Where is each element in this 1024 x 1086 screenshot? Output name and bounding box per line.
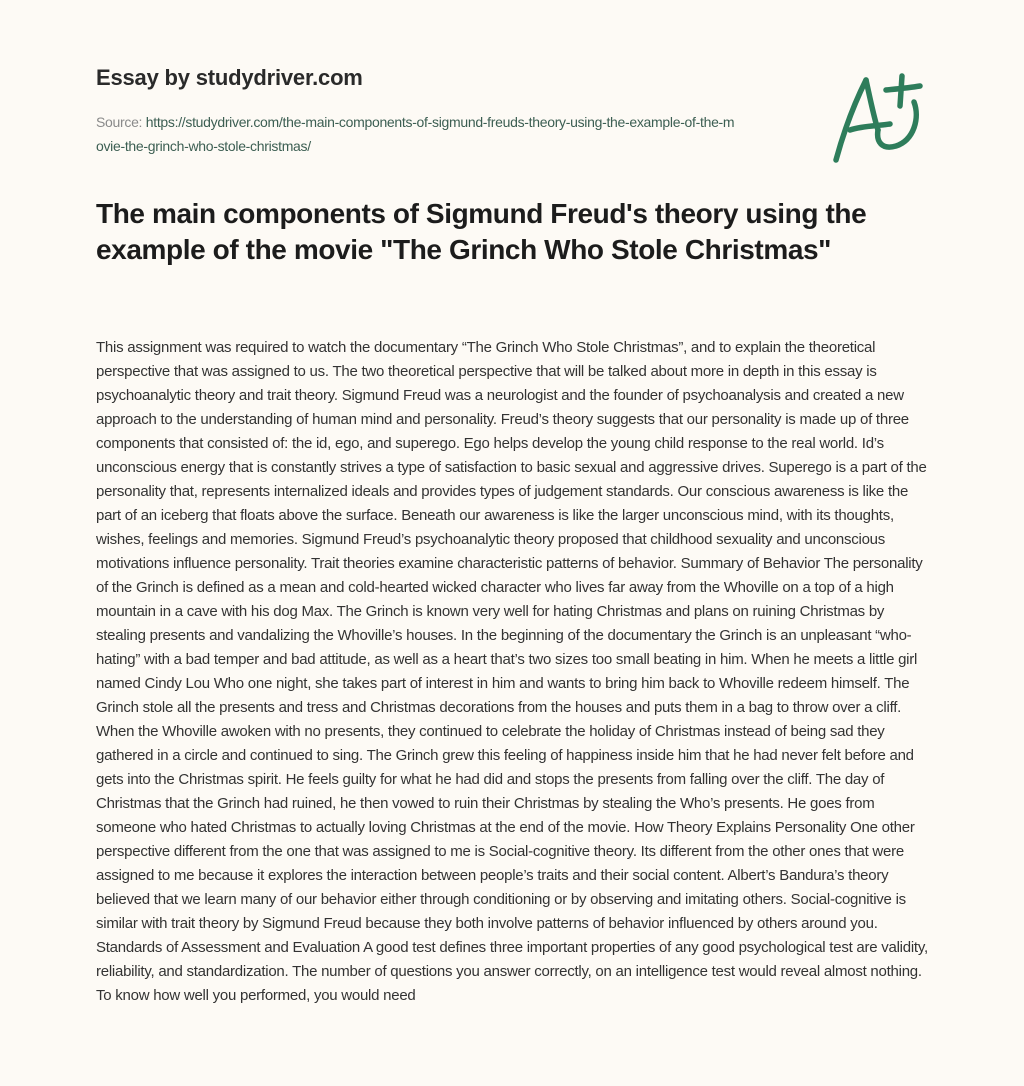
a-plus-grade-icon: [826, 68, 936, 164]
source-line: [96, 110, 736, 158]
site-title: Essay by studydriver.com: [96, 65, 363, 90]
source-label: Source:: [96, 114, 146, 130]
essay-title: The main components of Sigmund Freud's theory using the example of the movie "The Grinch Who Stole Christmas": [96, 198, 867, 265]
page-header: [96, 64, 796, 158]
source-link[interactable]: https://studydriver.com/the-main-components-of-sigmund-freuds-theory-using-the-example-of-the-movie-the-grinch-who-stole-christmas/: [96, 114, 735, 154]
essay-body: This assignment was required to watch the documentary “The Grinch Who Stole Christmas”, and to explain the theoretical perspective that was assigned to us. The two theoretical perspective that will be talked about more in depth in this essay is psychoanalytic theory and trait theory. Sigmund Freud was a neurologist and the founder of psychoanalysis and created a new approach to the understanding of human mind and personality. Freud’s theory suggests that our personality is made up of three components that consisted of: the id, ego, and superego. Ego helps develop the young child response to the real world. Id’s unconscious energy that is constantly strives a type of satisfaction to basic sexual and aggressive drives. Superego is a part of the personality that, represents internalized ideals and provides types of judgement standards. Our conscious awareness is like the part of an iceberg that floats above the surface. Beneath our awareness is like the larger unconscious mind, with its thoughts, wishes, feelings and memories. Sigmund Freud’s psychoanalytic theory proposed that childhood sexuality and unconscious motivations influence personality. Trait theories examine characteristic patterns of behavior. Summary of Behavior The personality of the Grinch is defined as a mean and cold-hearted wicked character who lives far away from the Whoville on a top of a high mountain in a cave with his dog Max. The Grinch is known very well for hating Christmas and plans on ruining Christmas by stealing presents and vandalizing the Whoville’s houses. In the beginning of the documentary the Grinch is an unpleasant “who-hating” with a bad temper and bad attitude, as well as a heart that’s two sizes too small beating in him. When he meets a little girl named Cindy Lou Who one night, she takes part of interest in him and wants to bring him back to Whoville redeem himself. The Grinch stole all the presents and tress and Christmas decorations from the houses and puts them in a bag to throw over a cliff. When the Whoville awoken with no presents, they continued to celebrate the holiday of Christmas instead of being sad they gathered in a circle and continued to sing. The Grinch grew this feeling of happiness inside him that he had never felt before and gets into the Christmas spirit. He feels guilty for what he had did and stops the presents from falling over the cliff. The day of Christmas that the Grinch had ruined, he then vowed to ruin their Christmas by stealing the Who’s presents. He goes from someone who hated Christmas to actually loving Christmas at the end of the movie. How Theory Explains Personality One other perspective different from the one that was assigned to me is Social-cognitive theory. Its different from the other ones that were assigned to me because it explores the interaction between people’s traits and their social content. Albert’s Bandura’s theory believed that we learn many of our behavior either through conditioning or by observing and imitating others. Social-cognitive is similar with trait theory by Sigmund Freud because they both involve patterns of behavior influenced by others around you. Standards of Assessment and Evaluation A good test defines three important properties of any good psychological test are validity, reliability, and standardization. The number of questions you answer correctly, on an intelligence test would reveal almost nothing. To know how well you performed, you would need: [96, 339, 928, 1004]
